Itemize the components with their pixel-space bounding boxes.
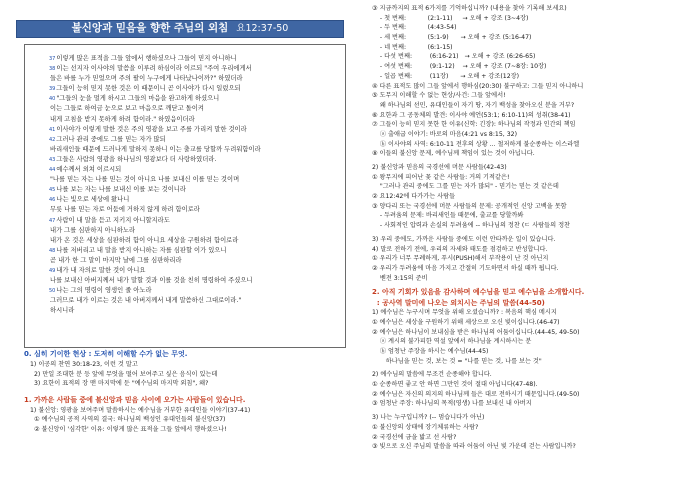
outline-line: - 세 번째: (5:1-9) → 오해 + 강조 (5:16-47) — [372, 34, 532, 42]
verse-line — [49, 115, 339, 125]
section0-heading: 0. 심히 기이한 현상 : 도저히 이해할 수가 없는 무엇. — [24, 350, 188, 358]
verse-line — [49, 226, 339, 236]
verse-number: 40 — [49, 96, 56, 103]
verse-text: 하시니라 — [50, 307, 75, 315]
outline-line: ① 우리가 너무 무례하게, 푸시(PUSH)해서 부작용이 난 것 아닌지 — [372, 255, 549, 263]
verse-line — [49, 185, 339, 195]
verse-number: 38 — [49, 66, 56, 73]
outline-line: ⑥ 요한과 그 공동체의 발견: 이사야 예언(53:1; 6:10-11)의 성취(38-41) — [372, 111, 571, 119]
verse-number: 46 — [49, 197, 56, 204]
verse-text: "그들의 눈을 멀게 하시고 그들의 마음을 완고하게 하셨으니 — [56, 95, 220, 103]
verse-line — [49, 104, 339, 114]
outline-line: 1) 예수님은 누구시며 무엇을 위해 오셨습니까? : 복음의 핵심 메시지 — [372, 309, 557, 317]
verse-text: 내가 온 것은 세상을 심판하려 함이 아니요 세상을 구원하려 함이로라 — [50, 236, 239, 244]
verse-number: 43 — [49, 156, 56, 163]
outline-line: ⓐ 출애굽 이야기: 바로의 마음(4:21 vs 8:15, 32) — [372, 130, 517, 138]
outline-line: ② 요12:42에 다가가는 사람들 — [372, 193, 456, 201]
outline-line: 3) 나는 누구입니까? (-- 멈습니다가 아닌) — [372, 414, 485, 422]
outline-line: "그러나 관리 중에도 그를 믿는 자가 많되" - 믿기는 믿는 것 같은데 — [372, 183, 559, 191]
verse-line — [49, 286, 339, 296]
verse-text: 이사야가 이렇게 말한 것은 주의 영광을 보고 주를 가리켜 말한 것이라 — [56, 125, 247, 133]
scripture-reference: 요12:37-50 — [236, 22, 289, 34]
verse-text: 들은 바를 누가 믿었으며 주의 팔이 누구에게 나타났나이까?" 하였더라 — [50, 75, 243, 83]
verse-number: 47 — [49, 217, 56, 224]
outline-line: ③ 양다리 또는 국경선에 머문 사람들의 문제: 공개적인 신앙 고백을 못함 — [372, 202, 567, 210]
verse-text: 예수께서 외쳐 이르시되 — [56, 166, 122, 174]
outline-line: ④ 다른 표적도 많이 그들 앞에서 행하심(20:30) 불구하고: 그들 믿지 아니하니 — [372, 82, 584, 90]
outline-line: ② 예수님은 하나님이 보내심을 받은 하나님의 어둠이십니다.(44-45, 49-50) — [372, 328, 580, 336]
outline-line: ⑤ 도무지 이해할 수 없는 현상/사건: 그들 앞에서! — [372, 92, 506, 100]
verse-line — [49, 175, 339, 185]
verse-text: 이렇게 많은 표적을 그들 앞에서 행하셨으나 그들이 믿지 아니하니 — [56, 55, 237, 62]
outline-line: - 첫 번째: (2:1-11) → 오해 + 강조 (3~4장) — [372, 14, 529, 22]
verse-line — [49, 155, 339, 165]
page-title: 불신앙과 믿음을 향한 주님의 외침 — [71, 22, 229, 35]
outline-line: 3) 우리 중에도, 가까운 사람들 중에도 이런 안타까운 일이 있습니다. — [372, 235, 556, 243]
outline-line: - 두려움의 문제: 바리새인들 때문에, 출교를 당할까봐 — [372, 212, 524, 220]
verse-text: 그러나 관리 중에도 그를 믿는 자가 많되 — [56, 135, 166, 143]
outline-line: - 여섯 번째: (9:1-12) → 오해 + 강조 (7~8장: 10장) — [372, 63, 547, 71]
verse-number: 42 — [49, 136, 56, 143]
outline-line: ⓑ 엄청난 주장을 하시는 예수님(44-45) — [372, 348, 489, 355]
outline-line: ③ 빛으로 오신 주님의 말씀을 따라 어둠이 아닌 빛 가운데 걷는 사람입니까? — [372, 443, 576, 451]
verse-text: 나를 보는 자는 나를 보내신 이를 보는 것이니라 — [56, 186, 186, 194]
verse-line — [49, 256, 339, 266]
verse-number: 37 — [49, 56, 56, 62]
verse-line — [49, 125, 339, 135]
verse-text: 바리새인들 때문에 드러나게 말하지 못하니 이는 출교를 당할까 두려워함이라 — [50, 145, 261, 153]
outline-line: 2) 불신앙과 믿음의 국경선에 머문 사람들(42-43) — [372, 164, 507, 171]
verse-line — [49, 195, 339, 205]
verse-line — [49, 236, 339, 246]
verse-text: 나를 저버리고 내 말을 받지 아니하는 자를 심판할 이가 있으니 — [56, 246, 227, 254]
verse-number: 44 — [49, 167, 56, 174]
outline-line: ① 예수님은 세상을 구원하기 위해 세상으로 오신 빛이십니다.(46-47) — [372, 318, 560, 326]
outline-line: ② 우리가 두려움에 마음 가지고 간절히 기도하면서 하실 때까 됩니다. — [372, 264, 559, 272]
verse-number: 49 — [49, 267, 56, 274]
outline-line: 2) 예수님의 말씀에 무조건 순종해야 합니다. — [372, 371, 492, 379]
verse-line — [49, 306, 339, 316]
verse-text: 사람이 내 말을 듣고 지키지 아니할지라도 — [56, 216, 170, 224]
outline-line: - 다섯 번째: (6:16-21) → 오해 + 강조 (6:26-65) — [372, 53, 536, 61]
verse-line — [49, 276, 339, 286]
verse-text: "나를 믿는 자는 나를 믿는 것이 아니요 나를 보내신 이를 믿는 것이며 — [50, 176, 240, 184]
verse-text: 이는 그들로 하여금 눈으로 보고 마음으로 깨닫고 돌이켜 — [50, 105, 204, 113]
verse-text: 무릇 나를 믿는 자로 어둠에 거하지 않게 하려 함이로라 — [50, 206, 200, 214]
verse-line — [49, 54, 339, 64]
verse-line — [49, 94, 339, 104]
verse-number: 48 — [49, 247, 56, 254]
note-item: 1) 이공의 찬연 30:18-23, 이런 것 말고 — [30, 361, 138, 368]
verse-line — [49, 246, 339, 256]
right-column — [372, 4, 692, 452]
verse-number: 41 — [49, 126, 56, 133]
outline-line: - 사회적인 압력과 손실의 두려움에 -- 하나님의 정찬 (ㄷ 사람들의 정찬 — [372, 222, 571, 230]
outline-line: ⑧ 이들의 불신앙 문제, 예수님께 책임이 있는 것이 아닙니다. — [372, 150, 535, 158]
note-item: 2) 만일 조대한 분 등 앞에 무엇을 떨어 보여주고 싶은 음식이 있는데 — [34, 370, 218, 378]
verse-text: 그들이 능히 믿지 못한 것은 이 때문이니 곧 이사야가 다시 일렀으되 — [56, 85, 241, 93]
verse-text: 내게 고침을 받지 못하게 하려 함이라." 하였음이더라 — [50, 115, 195, 123]
verse-line — [49, 216, 339, 226]
outline-line: ③ 엄청난 주장: 하나님의 목적(영생) 나를 보내신 내 아버지 — [372, 400, 532, 408]
verse-line — [49, 135, 339, 145]
outline-line: ⓑ 이사야의 사역: 6:10-11 전후의 상황 ... 철저하게 불순종하는 이스라엘 — [372, 140, 580, 148]
verse-number: 39 — [49, 86, 56, 93]
verse-text: 나를 보내신 아버지께서 내가 말할 것과 이를 것을 친히 명령하여 주셨으니 — [50, 277, 253, 285]
verse-line — [49, 64, 339, 74]
verse-line — [49, 266, 339, 276]
outline-line: ⑦ 그들이 능히 믿지 못한 한 이유(신학: 긴장): 하나님의 작정과 인간의 책임 — [372, 121, 576, 129]
verse-text: 내가 내 자의로 말한 것이 아니요 — [56, 266, 146, 274]
outline-line: - 일곱 번째: (11장) → 오해 + 강조(12장) — [372, 72, 520, 80]
verse-text: 그들은 사람의 영광을 하나님의 영광보다 더 사랑하였더라. — [56, 155, 217, 163]
verse-line — [49, 165, 339, 175]
verse-line — [49, 74, 339, 84]
verse-number: 50 — [49, 288, 56, 295]
outline-line: 왜 하나님의 선민, 유대인들이 자기 땅, 자기 백성을 찾아오신 분을 거부? — [372, 101, 575, 109]
note-item: ② 불신앙이 '심각한' 이유: 이렇게 많은 표적을 그들 앞에서 행하셨으나! — [34, 425, 227, 433]
outline-line: ① 순종하면 좋고 안 하면 그만인 것이 절대 아닙니다(47-48). — [372, 381, 538, 389]
section-heading: : 공사역 말미에 나오는 외치시는 주님의 말씀(44-50) — [372, 298, 545, 307]
note-item: 1) 불신앙: 영광을 보여주며 말씀하시는 예수님을 거부한 유대인들 이야기(37-41) — [30, 406, 251, 414]
verse-line — [49, 84, 339, 94]
outline-line: 벧전 3:15의 준비 — [372, 274, 428, 282]
outline-line: 4) 말로 전하기 전에, 우리의 자세와 태도를 점검하고 반성합니다. — [372, 245, 548, 253]
verse-number: 45 — [49, 187, 56, 194]
note-item: 3) 요한이 표적의 장 맨 마지막에 둔 "예수님의 마지막 외침", 왜? — [34, 380, 209, 388]
verse-text: 곧 내가 한 그 말이 마지막 날에 그를 심판하리라 — [50, 256, 182, 264]
verse-line — [49, 205, 339, 215]
outline-line: - 두 번째: (4:43-54) — [372, 24, 457, 32]
outline-line: ② 예수님은 자신의 의지의 하나님께 들은 대로 전하시기 때문입니다.(49-50) — [372, 390, 580, 398]
verse-text: 내가 그를 심판하지 아니하노라 — [50, 226, 136, 234]
note-item: ① 예수님의 공적 사역의 결국: 하나님의 백성인 유대인들의 불신앙(37) — [34, 416, 226, 424]
section-heading: 2. 아직 기회가 있음을 감사하며 예수님을 믿고 예수님을 소개합시다. — [372, 288, 585, 297]
outline-line: ⓐ 계시의 불가피한 역설 앞에서 하나님을 계시하시는 분 — [372, 338, 532, 346]
verse-text: 나는 그의 명령이 영생인 줄 아노라 — [56, 287, 152, 295]
outline-line: ① 불신앙의 상태에 장기체류하는 사람? — [372, 423, 479, 431]
outline-line: 하나님을 믿는 것, 보는 것 = "나를 믿는 것, 나를 보는 것" — [372, 357, 542, 365]
outline-line: - 네 번째: (6:1-15) — [372, 43, 453, 51]
verse-line — [49, 296, 339, 306]
title-banner — [16, 20, 344, 38]
outline-line: ③ 지금까지의 표적 6가지를 기억하십니까? (내용을 찾아 기록해 보세요) — [372, 5, 567, 12]
scripture-box — [24, 44, 346, 348]
left-notes — [24, 349, 354, 435]
verse-text: 그러므로 내가 이르는 것은 내 아버지께서 내게 말씀하신 그대로이라." — [50, 297, 242, 305]
section1-heading: 1. 가까운 사람들 중에 불신앙과 믿음 사이에 오가는 사람들이 있습니다. — [24, 395, 246, 404]
verse-text: 이는 선지자 이사야의 말씀을 이루려 하심이라 이르되 "주여 우리에게서 — [56, 65, 252, 73]
verse-line — [49, 145, 339, 155]
outline-line: ① 왕무지에 피어난 꽃 같은 사람들: 거의 기적같은! — [372, 173, 510, 181]
outline-line: ② 국경선에 금을 밟고 선 사람? — [372, 433, 457, 441]
verse-text: 나는 빛으로 세상에 왔나니 — [56, 196, 130, 204]
